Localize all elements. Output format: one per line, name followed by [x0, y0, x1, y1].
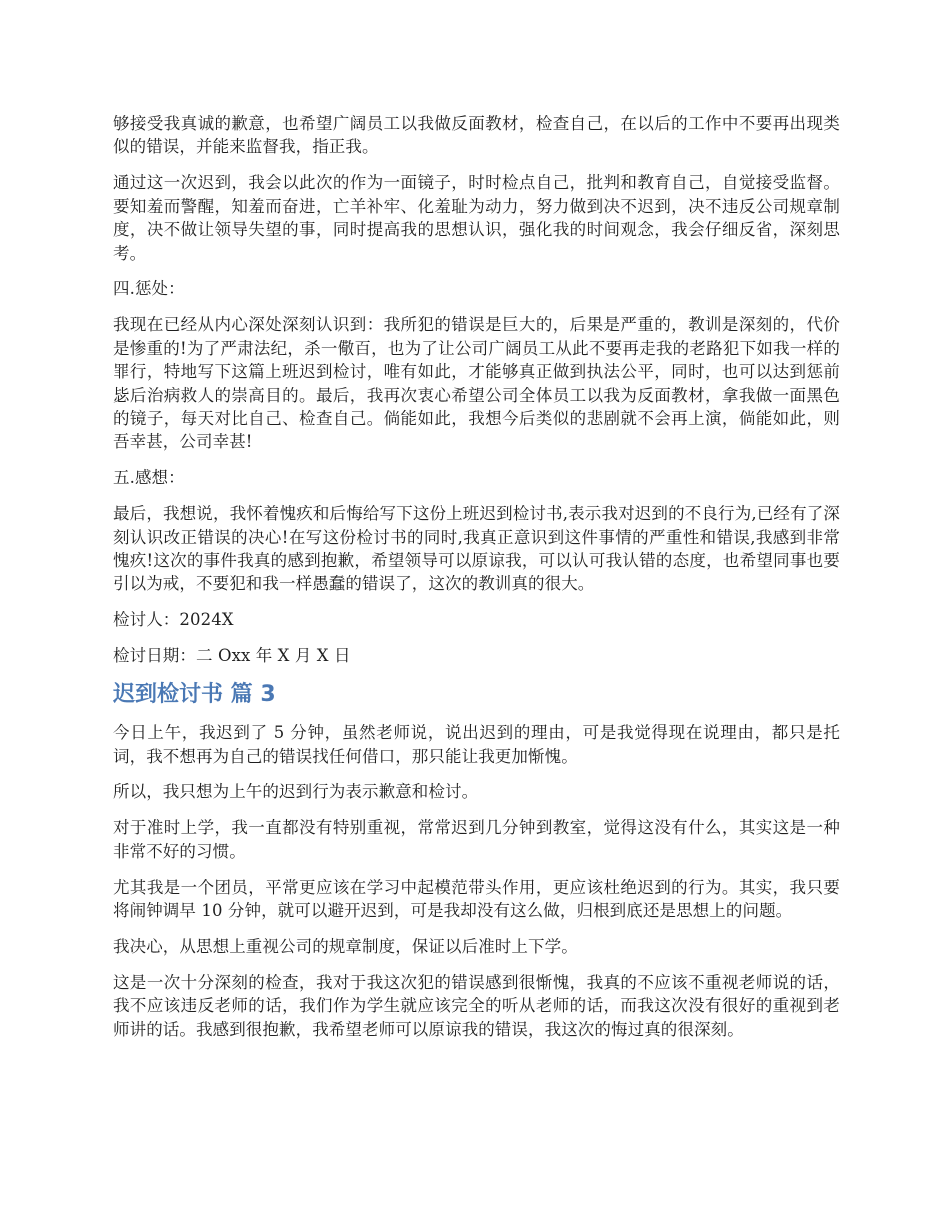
paragraph-apology-continued: 够接受我真诚的歉意，也希望广阔员工以我做反面教材，检查自己，在以后的工作中不要再出现类似的错误，并能来监督我，指正我。 [113, 114, 840, 157]
paragraph-late-five-minutes: 今日上午，我迟到了 5 分钟，虽然老师说，说出迟到的理由，可是我觉得现在说理由，都只是托词，我不想再为自己的错误找任何借口，那只能让我更加惭愧。 [113, 723, 840, 766]
paragraph-self-reflection: 通过这一次迟到，我会以此次的作为一面镜子，时时检点自己，批判和教育自己，自觉接受监督。要知羞而警醒，知羞而奋进，亡羊补牢、化羞耻为动力，努力做到决不迟到，决不违反公司规章制度，决不做让领导失望的事，同时提高我的思想认识，强化我的时间观念，我会仔细反省，深刻思考。 [113, 173, 840, 263]
section-label-punishment: 四.惩处： [113, 279, 185, 299]
paragraph-habit: 对于准时上学，我一直都没有特别重视，常常迟到几分钟到教室，觉得这没有什么，其实这是一种非常不好的习惯。 [113, 818, 840, 861]
paragraph-league-member: 尤其我是一个团员，平常更应该在学习中起模范带头作用，更应该杜绝迟到的行为。其实，我只要将闹钟调早 10 分钟，就可以避开迟到，可是我却没有这么做，归根到底还是思想上的问题。 [113, 877, 840, 921]
paragraph-punishment: 我现在已经从内心深处深刻认识到：我所犯的错误是巨大的，后果是严重的，教训是深刻的，代价是惨重的!为了严肃法纪，杀一儆百，也为了让公司广阔员工从此不要再走我的老路犯下如我一样的罪行，特地写下这篇上班迟到检讨，唯有如此，才能够真正做到执法公平，同时，也可以达到惩前毖后治病救人的崇高目的。最后，我再次衷心希望公司全体员工以我为反面教材，拿我做一面黑色的镜子，每天对比自己、检查自己。倘能如此，我想今后类似的悲剧就不会再上演，倘能如此，则吾幸甚，公司幸甚! [113, 315, 840, 452]
signature-date: 检讨日期：二 Oxx 年 X 月 X 日 [113, 646, 351, 666]
paragraph-apology: 所以，我只想为上午的迟到行为表示歉意和检讨。 [113, 782, 479, 802]
signature-author: 检讨人：2024X [113, 610, 234, 630]
section-heading: 迟到检讨书 篇 3 [113, 682, 276, 708]
document-page [113, 112, 840, 1054]
section-label-thoughts: 五.感想： [113, 468, 185, 488]
paragraph-thoughts: 最后，我想说，我怀着愧疚和后悔给写下这份上班迟到检讨书,表示我对迟到的不良行为,已经有了深刻认识改正错误的决心!在写这份检讨书的同时,我真正意识到这件事情的严重性和错误,我感到非常愧疚!这次的事件我真的感到抱歉，希望领导可以原谅我，可以认可我认错的态度，也希望同事也要引以为戒，不要犯和我一样愚蠢的错误了，这次的教训真的很大。 [113, 504, 840, 594]
paragraph-deep-reflection: 这是一次十分深刻的检查，我对于我这次犯的错误感到很惭愧，我真的不应该不重视老师说的话，我不应该违反老师的话，我们作为学生就应该完全的听从老师的话，而我这次没有很好的重视到老师讲的话。我感到很抱歉，我希望老师可以原谅我的错误，我这次的悔过真的很深刻。 [113, 972, 840, 1039]
paragraph-resolution: 我决心，从思想上重视公司的规章制度，保证以后准时上下学。 [113, 936, 578, 956]
